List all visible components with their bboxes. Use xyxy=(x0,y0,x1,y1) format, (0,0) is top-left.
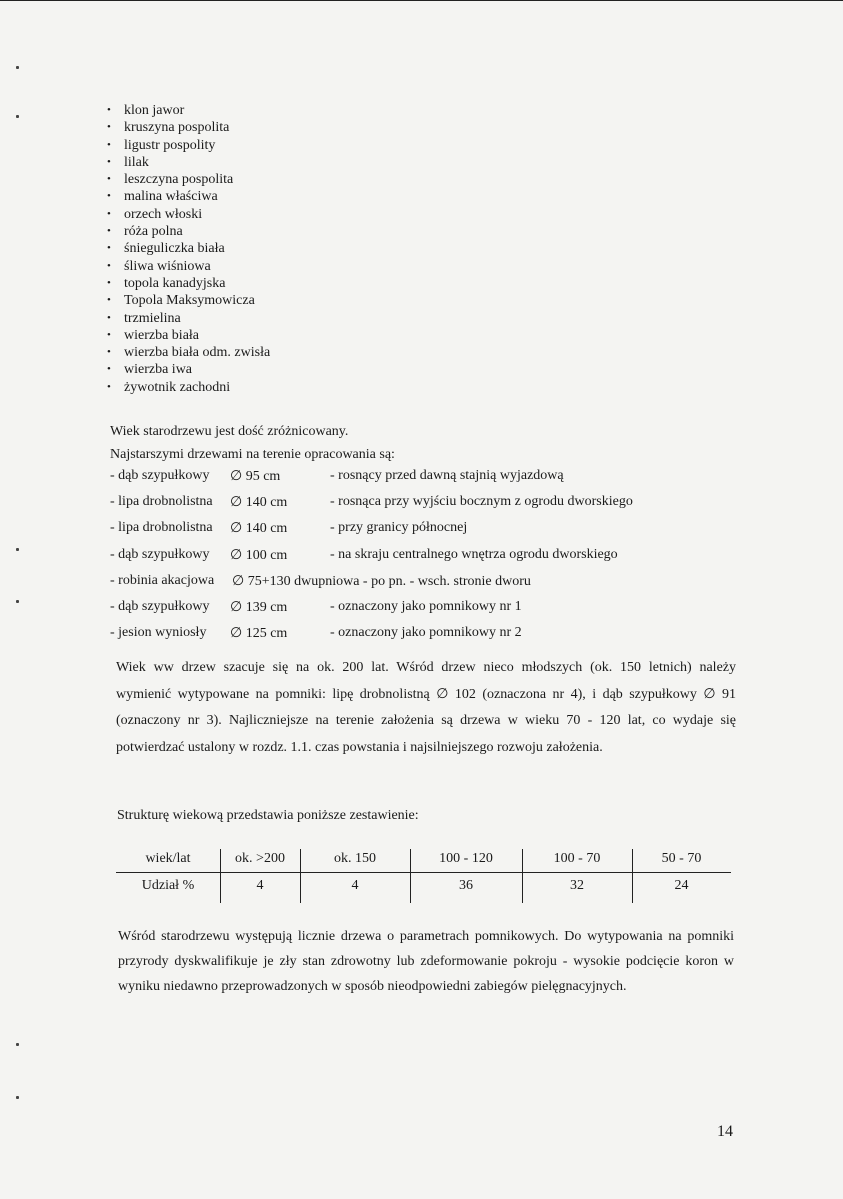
bullet-icon: • xyxy=(107,346,111,359)
text-line: wyniku niedawno przeprowadzonych w sposób nieodpowiedni zabiegów pielęgnacyjnych. xyxy=(118,979,627,994)
bullet-icon: • xyxy=(107,276,111,289)
bullet-icon: • xyxy=(107,155,111,168)
share-value: 24 xyxy=(674,878,689,893)
tree-diameter: ∅ 100 cm xyxy=(230,547,288,563)
scan-top-edge xyxy=(0,0,843,1)
age-structure-table xyxy=(116,845,731,903)
species-item xyxy=(107,361,270,378)
structure-title: Strukturę wiekową przedstawia poniższe zestawienie: xyxy=(117,808,419,823)
bullet-icon: • xyxy=(107,173,111,186)
bullet-icon: • xyxy=(107,104,111,116)
tree-name: - lipa drobnolistna xyxy=(110,520,213,536)
share-value: 32 xyxy=(570,878,584,893)
species-name: śliwa wiśniowa xyxy=(124,258,211,274)
table-divider xyxy=(116,872,731,873)
scan-margin-mark xyxy=(16,115,19,118)
species-item xyxy=(107,292,270,309)
species-name: lilak xyxy=(124,154,149,170)
bullet-icon: • xyxy=(107,207,111,220)
bullet-icon: • xyxy=(107,138,111,151)
share-value: 36 xyxy=(459,878,473,893)
age-range-header: 100 - 120 xyxy=(439,851,493,866)
oldest-intro: Najstarszymi drzewami na terenie opracowania są: xyxy=(110,447,395,462)
bullet-icon: • xyxy=(107,328,111,341)
bullet-icon: • xyxy=(107,294,111,307)
age-range-header: 50 - 70 xyxy=(661,851,702,866)
text-line: Wśród starodrzewu występują licznie drzewa o parametrach pomnikowych. Do wytypowania na pomniki xyxy=(118,929,734,944)
scan-margin-mark xyxy=(16,1096,19,1099)
tree-name: - dąb szypułkowy xyxy=(110,546,210,562)
species-item xyxy=(107,379,270,396)
text-line: Wiek ww drzew szacuje się na ok. 200 lat. Wśród drzew nieco młodszych (ok. 150 letnich) należy xyxy=(116,660,736,675)
species-item xyxy=(107,240,270,257)
share-value: 4 xyxy=(351,878,359,893)
age-range-header: ok. 150 xyxy=(334,851,376,866)
species-item xyxy=(107,171,270,188)
species-name: śnieguliczka biała xyxy=(124,241,225,257)
tree-name: - robinia akacjowa xyxy=(110,572,215,588)
species-item xyxy=(107,154,270,171)
bullet-icon: • xyxy=(107,311,111,324)
tree-diameter: ∅ 125 cm xyxy=(230,626,288,642)
bullet-icon: • xyxy=(107,363,111,376)
species-item xyxy=(107,137,270,154)
tree-diameter: ∅ 139 cm xyxy=(230,599,288,615)
age-intro: Wiek starodrzewu jest dość zróżnicowany. xyxy=(110,424,349,439)
tree-note: - oznaczony jako pomnikowy nr 1 xyxy=(330,598,522,614)
species-item xyxy=(107,344,270,361)
species-name: wierzba iwa xyxy=(124,362,193,378)
bullet-icon: • xyxy=(107,380,111,393)
text-line: przyrody dyskwalifikuje je zły stan zdrowotny lub zdeformowanie pokroju - wysokie podcięcie koron w xyxy=(118,954,734,969)
row-label-share: Udział % xyxy=(141,878,195,893)
tree-name: - jesion wyniosły xyxy=(110,625,207,641)
species-item xyxy=(107,327,270,344)
species-item xyxy=(107,119,270,136)
species-item xyxy=(107,223,270,240)
final-paragraph xyxy=(118,924,734,999)
species-name: Topola Maksymowicza xyxy=(124,293,255,309)
tree-diameter: ∅ 140 cm xyxy=(230,521,288,537)
bullet-icon: • xyxy=(107,242,111,255)
species-name: leszczyna pospolita xyxy=(124,172,234,188)
age-range-header: 100 - 70 xyxy=(553,851,601,866)
tree-name: - dąb szypułkowy xyxy=(110,468,210,483)
species-name: orzech włoski xyxy=(124,206,203,222)
species-name: topola kanadyjska xyxy=(124,275,226,291)
species-name: wierzba biała odm. zwisła xyxy=(124,345,271,361)
species-name: kruszyna pospolita xyxy=(124,120,230,136)
scan-margin-mark xyxy=(16,548,19,551)
text-line: (oznaczony nr 3). Najliczniejsze na terenie założenia są drzewa w wieku 70 - 120 lat, co wydaje się xyxy=(116,713,736,728)
text-line: wymienić wytypowane na pomniki: lipę drobnolistną ∅ 102 (oznaczona nr 4), i dąb szypułkowy ∅ 91 xyxy=(116,686,736,702)
species-item xyxy=(107,102,270,119)
species-item xyxy=(107,258,270,275)
text-line: potwierdzać ustalony w rozdz. 1.1. czas powstania i najsilniejszego rozwoju założenia. xyxy=(116,739,603,755)
tree-note: - rosnąca przy wyjściu bocznym z ogrodu dworskiego xyxy=(330,494,633,510)
species-name: róża polna xyxy=(124,224,183,240)
row-label-age: wiek/lat xyxy=(145,851,191,866)
age-range-header: ok. >200 xyxy=(235,851,285,866)
bullet-icon: • xyxy=(107,225,111,238)
tree-name: - dąb szypułkowy xyxy=(110,598,210,614)
tree-note: - rosnący przed dawną stajnią wyjazdową xyxy=(330,468,564,483)
scan-margin-mark xyxy=(16,66,19,69)
bullet-icon: • xyxy=(107,121,111,134)
body-paragraph xyxy=(116,655,736,761)
bullet-icon: • xyxy=(107,190,111,203)
scan-margin-mark xyxy=(16,1043,19,1046)
species-item xyxy=(107,206,270,223)
tree-diameter: ∅ 140 cm xyxy=(230,495,288,511)
tree-note: - przy granicy północnej xyxy=(330,520,468,536)
species-item xyxy=(107,275,270,292)
tree-note: - na skraju centralnego wnętrza ogrodu dworskiego xyxy=(330,546,618,562)
page-number: 14 xyxy=(717,1123,733,1140)
species-item xyxy=(107,310,270,327)
tree-name: - lipa drobnolistna xyxy=(110,494,213,510)
species-name: trzmielina xyxy=(124,310,181,326)
tree-diameter: ∅ 75+130 dwupniowa - po pn. - wsch. stronie dworu xyxy=(232,573,531,589)
bullet-icon: • xyxy=(107,259,111,272)
species-name: wierzba biała xyxy=(124,327,200,343)
species-name: malina właściwa xyxy=(124,189,218,205)
species-list xyxy=(107,102,270,396)
tree-note: - oznaczony jako pomnikowy nr 2 xyxy=(330,625,522,641)
species-name: klon jawor xyxy=(124,103,185,118)
species-item xyxy=(107,188,270,205)
species-name: żywotnik zachodni xyxy=(124,379,231,395)
species-name: ligustr pospolity xyxy=(124,137,216,153)
scan-margin-mark xyxy=(16,600,19,603)
share-value: 4 xyxy=(256,878,264,893)
tree-diameter: ∅ 95 cm xyxy=(230,469,281,484)
